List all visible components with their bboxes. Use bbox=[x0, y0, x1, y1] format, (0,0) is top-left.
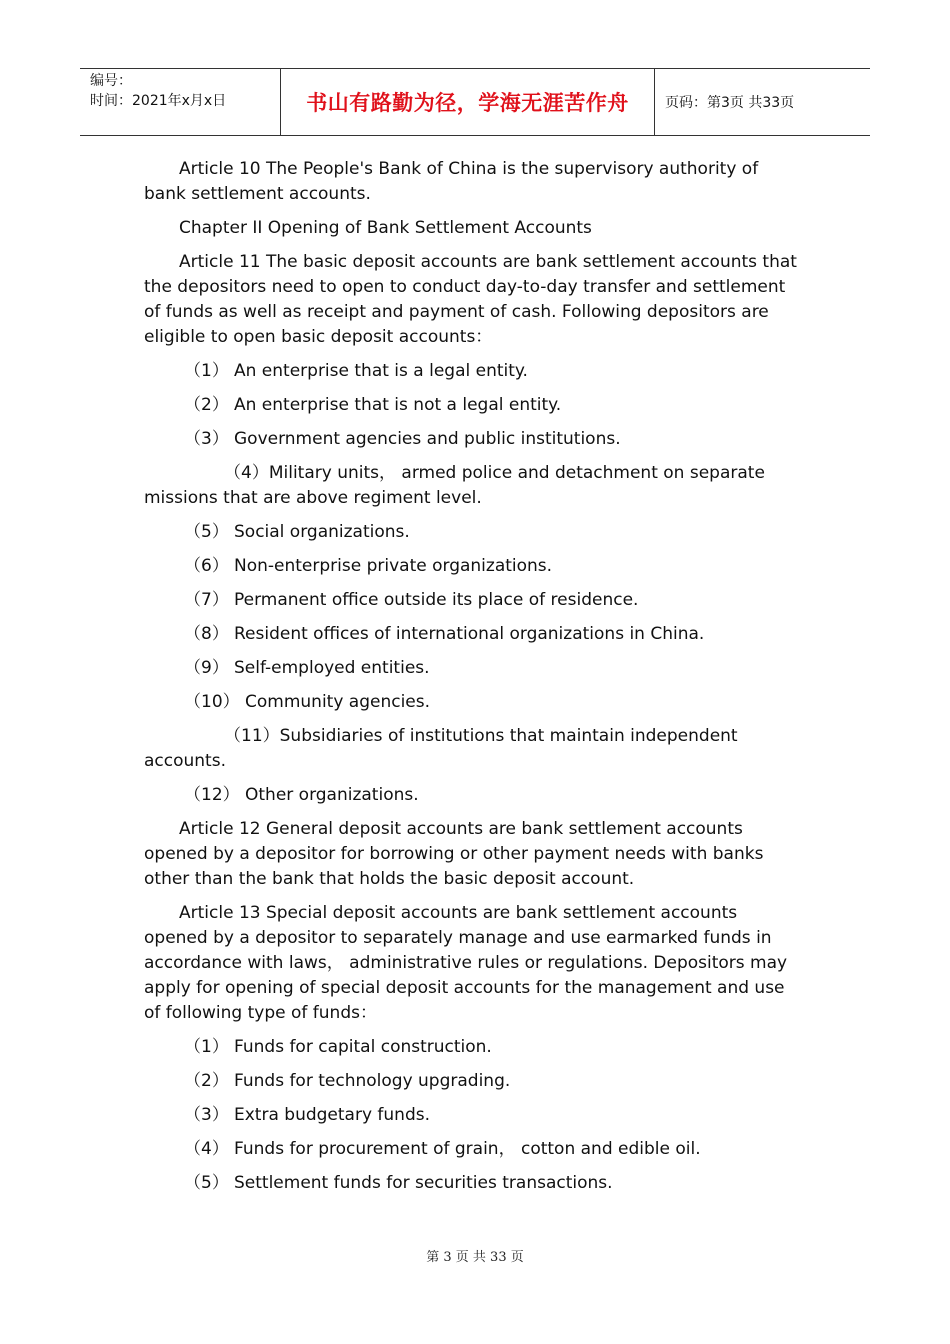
item-number: （2） bbox=[184, 395, 229, 415]
item-text: Military units， armed police and detachment on separate missions that are above regiment level. bbox=[144, 463, 765, 508]
article-11: Article 11 The basic deposit accounts are bank settlement accounts that the depositors need to open to conduct day-to-day transfer and settlement of funds as well as receipt and payment of cash. Following depositors are eligible to open basic deposit accounts： bbox=[144, 252, 797, 347]
item-text: Subsidiaries of institutions that maintain independent accounts. bbox=[144, 726, 738, 771]
list-item bbox=[144, 1137, 804, 1162]
item-text: Government agencies and public institutions. bbox=[234, 429, 621, 449]
header-meta bbox=[80, 69, 281, 135]
list-item bbox=[144, 1069, 804, 1094]
list-item bbox=[144, 690, 804, 715]
item-text: Other organizations. bbox=[245, 785, 419, 805]
article-12: Article 12 General deposit accounts are bank settlement accounts opened by a depositor for borrowing or other payment needs with banks other than the bank that holds the basic deposit account. bbox=[144, 819, 764, 889]
item-number: （11） bbox=[224, 726, 280, 746]
page-header bbox=[80, 68, 870, 136]
item-text: Self-employed entities. bbox=[234, 658, 430, 678]
list-item bbox=[144, 554, 804, 579]
item-number: （12） bbox=[184, 785, 240, 805]
time-label: 时间：2021年x月x日 bbox=[90, 93, 227, 109]
list-item bbox=[144, 359, 804, 384]
item-number: （7） bbox=[184, 590, 229, 610]
item-text: Resident offices of international organizations in China. bbox=[234, 624, 705, 644]
list-item bbox=[144, 1171, 804, 1196]
item-number: （9） bbox=[184, 658, 229, 678]
item-number: （10） bbox=[184, 692, 240, 712]
list-item bbox=[144, 461, 804, 511]
item-number: （8） bbox=[184, 624, 229, 644]
list-item bbox=[144, 1035, 804, 1060]
serial-label: 编号： bbox=[90, 73, 132, 89]
item-number: （1） bbox=[184, 1037, 229, 1057]
list-item bbox=[144, 520, 804, 545]
item-text: Funds for capital construction. bbox=[234, 1037, 492, 1057]
article-10: Article 10 The People's Bank of China is the supervisory authority of bank settlement accounts. bbox=[144, 159, 759, 204]
list-item bbox=[144, 1103, 804, 1128]
item-number: （5） bbox=[184, 522, 229, 542]
list-item bbox=[144, 724, 804, 774]
list-item bbox=[144, 622, 804, 647]
item-text: Social organizations. bbox=[234, 522, 410, 542]
header-motto: 书山有路勤为径，学海无涯苦作舟 bbox=[281, 69, 655, 135]
item-number: （4） bbox=[224, 463, 269, 483]
item-text: An enterprise that is a legal entity. bbox=[234, 361, 528, 381]
item-text: Community agencies. bbox=[245, 692, 431, 712]
item-number: （2） bbox=[184, 1071, 229, 1091]
list-item bbox=[144, 656, 804, 681]
item-number: （3） bbox=[184, 1105, 229, 1125]
page-footer: 第 3 页 共 33 页 bbox=[426, 1250, 524, 1265]
list-item bbox=[144, 588, 804, 613]
item-text: Non-enterprise private organizations. bbox=[234, 556, 553, 576]
item-number: （5） bbox=[184, 1173, 229, 1193]
chapter-heading: Chapter II Opening of Bank Settlement Accounts bbox=[179, 218, 592, 238]
item-text: Funds for procurement of grain， cotton and edible oil. bbox=[234, 1139, 701, 1159]
item-number: （4） bbox=[184, 1139, 229, 1159]
item-text: Permanent office outside its place of residence. bbox=[234, 590, 639, 610]
list-item bbox=[144, 393, 804, 418]
item-text: An enterprise that is not a legal entity. bbox=[234, 395, 562, 415]
list-item bbox=[144, 783, 804, 808]
item-text: Extra budgetary funds. bbox=[234, 1105, 431, 1125]
header-page-label: 页码：第3页 共33页 bbox=[665, 95, 795, 111]
article-13: Article 13 Special deposit accounts are bank settlement accounts opened by a depositor to separately manage and use earmarked funds in accordance with laws， administrative rules or regulations. Depositors may apply for opening of special deposit accounts for the management and use of following type of funds： bbox=[144, 903, 788, 1023]
item-text: Funds for technology upgrading. bbox=[234, 1071, 511, 1091]
list-item bbox=[144, 427, 804, 452]
item-text: Settlement funds for securities transactions. bbox=[234, 1173, 613, 1193]
item-number: （1） bbox=[184, 361, 229, 381]
item-number: （6） bbox=[184, 556, 229, 576]
item-number: （3） bbox=[184, 429, 229, 449]
document-body bbox=[144, 157, 804, 1205]
